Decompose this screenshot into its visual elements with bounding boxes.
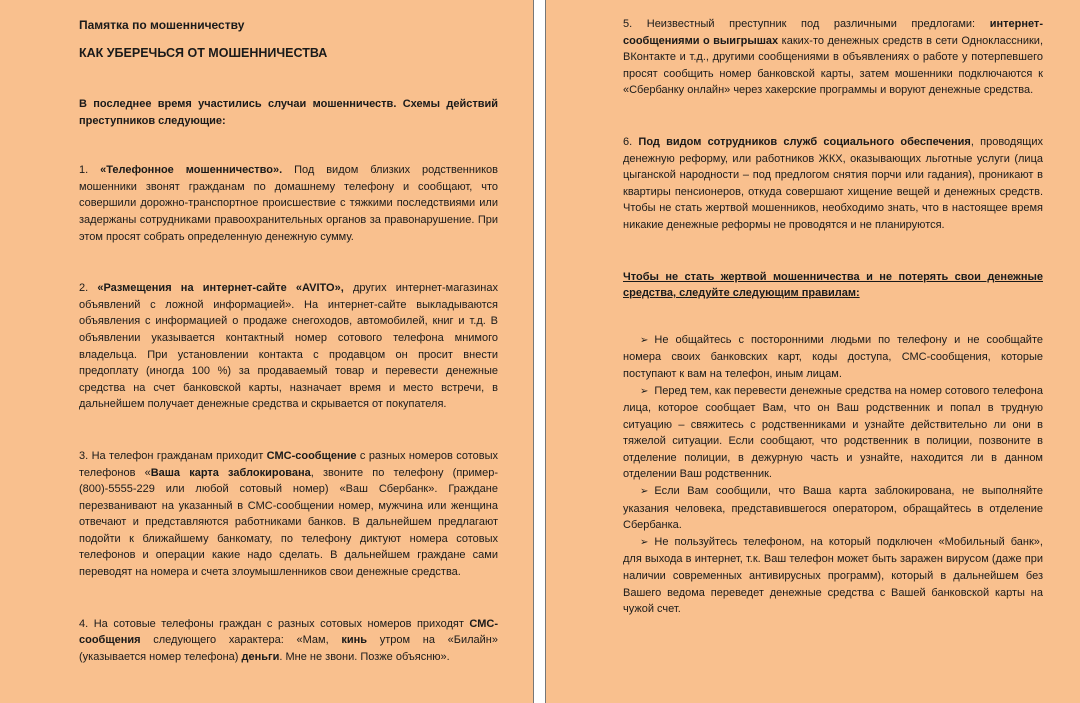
paragraph-4-text-g: . Мне не звони. Позже объясню».	[279, 650, 450, 663]
paragraph-3	[79, 448, 498, 581]
paragraph-5-text-c: каких-то денежных средств в сети Одноклассники, ВКонтакте и т.д., другими сообщениями в объявлениях о работе у потерпевшего просят сообщить номер банковской карты, затем мошенники подключаются к «Сбербанку онлайн» через хакерские программы и воруют денежные средства.	[623, 34, 1043, 97]
rule-item	[623, 483, 1043, 534]
rule-text-1: Не общайтесь с посторонними людьми по телефону и не сообщайте номера своих банковских карт, коды доступа, СМС-сообщения, которые поступают к вам на телефон, иным лицам.	[623, 333, 1043, 380]
paragraph-3-text-a: 3. На телефон гражданам приходит	[79, 449, 267, 462]
paragraph-3-bold-card: Ваша карта заблокирована	[150, 466, 311, 479]
paragraph-1-number: 1.	[79, 164, 101, 177]
arrow-bullet-icon: ➢	[640, 334, 649, 346]
paragraph-4-bold-sms: СМС-сообщения	[79, 617, 498, 647]
paragraph-5-bold: интернет-сообщениями о выигрышах	[623, 18, 1043, 47]
paragraph-2-text: других интернет-магазинах объявлений с ложной информацией». На интернет-сайте выкладываются объявления с информацией о продаже снегоходов, автомобилей, книг и т.д. В объявлении указывается контактный номер сотового телефона мнимого владельца. При установлении контакта с продавцом он просит внести предоплату (иногда 100 %) за продаваемый товар и перевести денежные средства на счет банковской карты, назначает время и место встречи, в дальнейшем получает денежные средства и скрывается от покупателя.	[79, 282, 498, 411]
memo-title: Памятка по мошенничеству	[79, 18, 245, 32]
document-page-right	[545, 0, 1080, 703]
paragraph-1-bold: «Телефонное мошенничество».	[100, 164, 283, 177]
paragraph-1-text: Под видом близких родственников мошенники звонят гражданам по домашнему телефону и сообщают, что совершили дорожно-транспортное происшествие с тяжкими последствиями или задержаны сотрудниками правоохранительных органов за правонарушение. При этом просят собрать определенную денежную сумму.	[79, 164, 498, 243]
arrow-bullet-icon: ➢	[640, 486, 649, 498]
paragraph-6-number: 6.	[623, 135, 639, 148]
document-heading: КАК УБЕРЕЧЬСЯ ОТ МОШЕННИЧЕСТВА	[79, 46, 328, 60]
paragraph-2-number: 2.	[79, 282, 98, 295]
page-left-content	[79, 16, 498, 665]
paragraph-4-text-a: 4. На сотовые телефоны граждан с разных сотовых номеров приходят	[79, 617, 470, 630]
rule-item	[623, 332, 1043, 383]
paragraph-6	[623, 134, 1043, 234]
rules-list	[623, 332, 1043, 618]
paragraph-4-text-c: следующего характера: «Мам,	[140, 634, 342, 647]
page-gap	[534, 0, 545, 703]
rule-text-3: Если Вам сообщили, что Ваша карта заблокирована, не выполняйте указания человека, представившегося оператором, обращайтесь в отделение Сбербанка.	[623, 485, 1043, 532]
rule-item	[623, 383, 1043, 484]
arrow-bullet-icon: ➢	[640, 536, 649, 548]
rules-heading: Чтобы не стать жертвой мошенничества и не потерять свои денежные средства, следуйте следующим правилам:	[623, 270, 1043, 300]
paragraph-4-bold-money: деньги	[241, 650, 280, 663]
paragraph-1	[79, 162, 498, 245]
paragraph-4	[79, 616, 498, 666]
intro-paragraph: В последнее время участились случаи мошенничеств. Схемы действий преступников следующие:	[79, 98, 498, 127]
document-page-left	[0, 0, 534, 703]
paragraph-4-bold-kin: кинь	[341, 634, 368, 647]
arrow-bullet-icon: ➢	[640, 385, 649, 397]
paragraph-6-text-c: , проводящих денежную реформу, или работников ЖКХ, оказывающих льготные услуги (лица цыганской народности – под предлогом снятия порчи или гадания), проникают в квартиры пенсионеров, откуда совершают хищение вещей и денежных средств. Чтобы не стать жертвой мошенников, необходимо знать, что в настоящее время никакие денежные реформы не проводятся и не планируются.	[623, 135, 1043, 231]
paragraph-2	[79, 280, 498, 413]
page-right-content	[623, 16, 1043, 618]
rule-item	[623, 534, 1043, 618]
paragraph-5	[623, 16, 1043, 99]
paragraph-3-bold-sms: СМС-сообщение	[266, 449, 357, 462]
paragraph-5-text-a: 5. Неизвестный преступник под различными предлогами:	[623, 18, 990, 30]
paragraph-2-bold: «Размещения на интернет-сайте «AVITO»,	[97, 282, 344, 295]
rule-text-2: Перед тем, как перевести денежные средства на номер сотового телефона лица, которое сообщает Вам, что он Ваш родственник и попал в трудную ситуацию – свяжитесь с родственниками и узнайте действительно ли они в тяжелой ситуации. Если сообщают, что родственник в полиции, позвоните в отделение полиции, в дежурную часть и узнайте, находится ли в данном отделении Ваш родственник.	[623, 384, 1043, 481]
paragraph-4-text-e: утром на «Билайн» (указывается номер телефона)	[79, 634, 498, 663]
paragraph-3-text-c: с разных номеров сотовых телефонов «	[79, 449, 498, 479]
paragraph-6-bold: Под видом сотрудников служб социального обеспечения	[638, 135, 971, 148]
paragraph-3-text-e: , звоните по телефону (пример-(800)-5555-229 или любой сотовый номер) «Ваш Сбербанк». Граждане перезванивают на указанный в СМС-сообщении номер, мужчина или женщина отвечают и представляются работниками банков. В дальнейшем предлагают подойти к ближайшему банкомату, по телефону диктуют номера сотовых телефонов и операции какие надо сделать. В дальнейшем граждане сами переводят на номера и счета злоумышленников свои денежные средства.	[79, 466, 498, 579]
rule-text-4: Не пользуйтесь телефоном, на который подключен «Мобильный банк», для выхода в интернет, т.к. Ваш телефон может быть заражен вирусом (даже при наличии современных антивирусных программ), который в дальнейшем без Вашего ведома переведет денежные средства с Вашей банковской карты на чужой счет.	[623, 535, 1043, 616]
